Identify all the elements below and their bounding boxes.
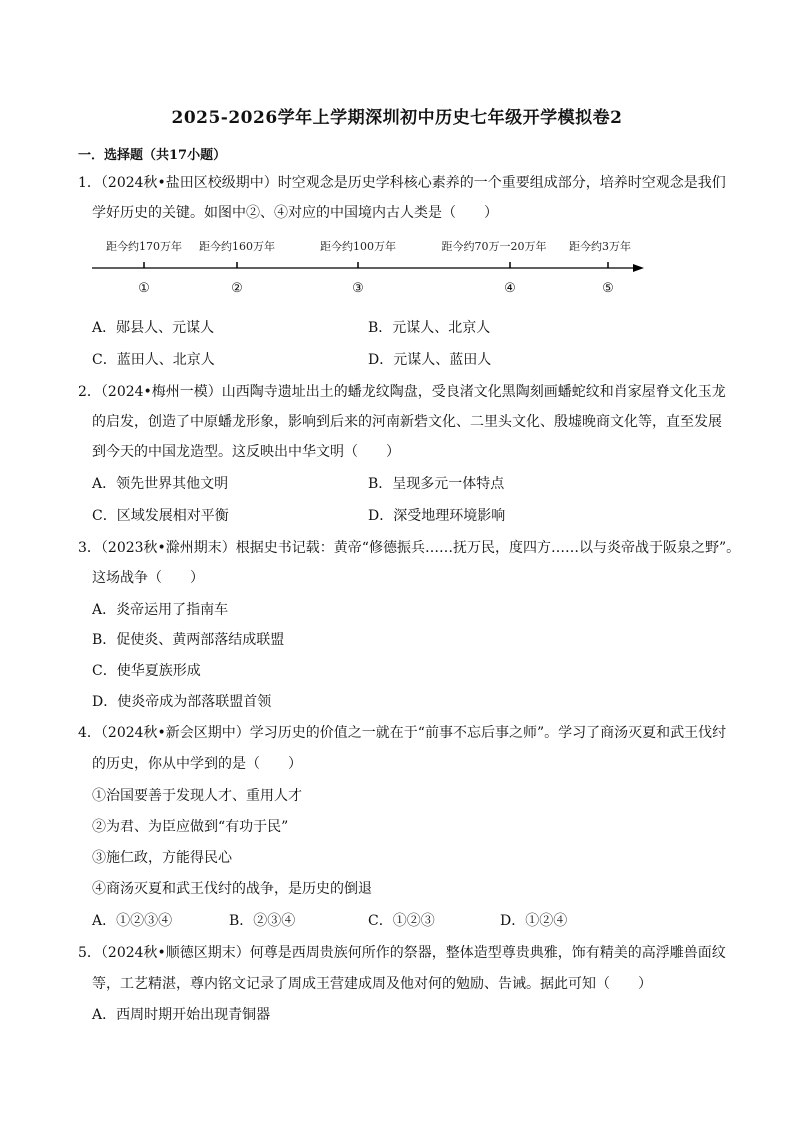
timeline-label-1: 距今约170万年 [106, 240, 182, 253]
timeline-label-2: 距今约160万年 [199, 240, 275, 253]
question-3-stem-cont: 这场战争（ ） [92, 570, 204, 586]
question-1-option-c[interactable]: C．蓝田人、北京人 [92, 352, 215, 368]
timeline-number-2: ② [231, 281, 243, 296]
question-2-option-a[interactable]: A．领先世界其他文明 [92, 476, 229, 492]
question-4-statement-3: ③施仁政，方能得民心 [92, 850, 232, 866]
question-4-option-b[interactable]: B．②③④ [229, 913, 296, 929]
question-1-option-d[interactable]: D．元谋人、蓝田人 [368, 352, 492, 368]
question-4-statement-1: ①治国要善于发现人才、重用人才 [92, 788, 302, 804]
question-1-stem: 1．（2024秋•盐田区校级期中）时空观念是历史学科核心素养的一个重要组成部分，培养时空观念是我们 [78, 175, 726, 191]
question-4-statement-2: ②为君、为臣应做到“有功于民” [92, 819, 289, 835]
timeline-number-4: ④ [504, 281, 516, 296]
arrow-icon [633, 264, 644, 272]
question-2-option-c[interactable]: C．区域发展相对平衡 [92, 508, 229, 524]
question-4-option-d[interactable]: D．①②④ [500, 913, 568, 929]
question-5-stem: 5．（2024秋•顺德区期末）何尊是西周贵族何所作的祭器，整体造型尊贵典雅，饰有精美的高浮雕兽面纹 [78, 945, 726, 961]
question-2-option-b[interactable]: B．呈现多元一体特点 [368, 476, 505, 492]
question-2-stem-cont: 的启发，创造了中原蟠龙形象，影响到后来的河南新砦文化、二里头文化、殷墟晚商文化等，直至发展 [92, 414, 722, 430]
timeline-label-3: 距今约100万年 [320, 240, 396, 253]
question-2-option-d[interactable]: D．深受地理环境影响 [368, 508, 506, 524]
question-1-stem-cont: 学好历史的关键。如图中②、④对应的中国境内古人类是（ ） [92, 205, 498, 221]
timeline-number-1: ① [138, 281, 150, 296]
timeline-number-5: ⑤ [602, 281, 614, 296]
question-5-option-a[interactable]: A．西周时期开始出现青铜器 [92, 1007, 271, 1023]
question-3-option-d[interactable]: D．使炎帝成为部落联盟首领 [92, 694, 272, 710]
question-4-stem: 4．（2024秋•新会区期中）学习历史的价值之一就在于“前事不忘后事之师”。学习了商汤灭夏和武王伐纣 [78, 725, 727, 741]
timeline-number-3: ③ [352, 281, 364, 296]
question-1-option-a[interactable]: A．郧县人、元谋人 [92, 320, 215, 336]
question-3-option-a[interactable]: A．炎帝运用了指南车 [92, 602, 229, 618]
timeline-diagram [92, 236, 652, 306]
question-4-statement-4: ④商汤灭夏和武王伐纣的战争，是历史的倒退 [92, 881, 372, 897]
question-4-option-c[interactable]: C．①②③ [368, 913, 435, 929]
question-2-stem: 2．（2024•梅州一模）山西陶寺遗址出土的蟠龙纹陶盘，受良渚文化黑陶刻画蟠蛇纹和肖家屋脊文化玉龙 [78, 384, 726, 400]
timeline-label-5: 距今约3万年 [569, 240, 631, 253]
timeline-label-4: 距今约70万一20万年 [441, 240, 547, 253]
question-4-stem-cont: 的历史，你从中学到的是（ ） [92, 756, 302, 772]
page-title: 2025-2026学年上学期深圳初中历史七年级开学模拟卷2 [171, 108, 623, 128]
question-3-option-c[interactable]: C．使华夏族形成 [92, 663, 201, 679]
question-1-option-b[interactable]: B．元谋人、北京人 [368, 320, 491, 336]
question-3-option-b[interactable]: B．促使炎、黄两部落结成联盟 [92, 632, 285, 648]
question-2-stem-cont2: 到今天的中国龙造型。这反映出中华文明（ ） [92, 444, 400, 460]
question-5-stem-cont: 等，工艺精湛，尊内铭文记录了周成王营建成周及他对何的勉励、告诫。据此可知（ ） [92, 976, 652, 992]
question-4-option-a[interactable]: A．①②③④ [92, 913, 173, 929]
section-heading: 一．选择题（共17小题） [78, 148, 227, 163]
question-3-stem: 3．（2023秋•滁州期末）根据史书记载：黄帝“修德振兵……抚万民，度四方……以与炎帝战于阪泉之野”。 [78, 540, 741, 556]
